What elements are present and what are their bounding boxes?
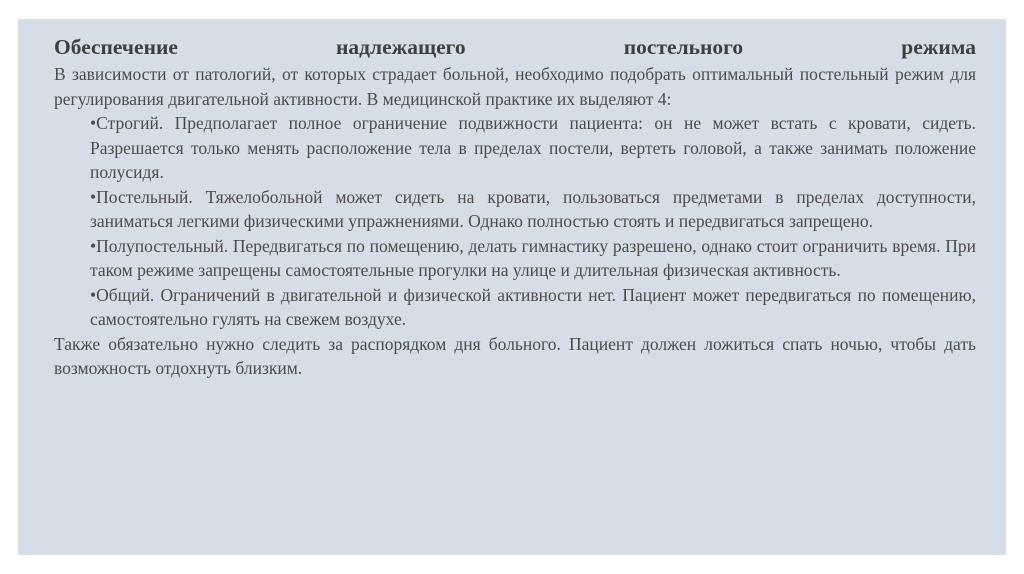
list-item-general <box>90 283 976 332</box>
list-item-strict <box>90 111 976 185</box>
slide-panel <box>18 19 1006 555</box>
regime-list <box>54 111 976 332</box>
title-word-2: надлежащего <box>336 35 466 59</box>
list-item-semi-bed <box>90 234 976 283</box>
bullet-mark: • <box>90 186 97 207</box>
bullet-mark: • <box>90 235 97 256</box>
title-word-4: режима <box>901 35 976 59</box>
bullet-mark: • <box>90 113 97 133</box>
title-word-1: Обеспечение <box>54 35 178 59</box>
list-item-text: Строгий. Предполагает полное ограничение подвижности пациента: он не может встать с кровати, сидеть. Разрешается только менять расположение тела в пределах постели, вертеть головой, а также занимать положение полусидя. <box>90 113 976 182</box>
list-item-text: Общий. Ограничений в двигательной и физической активности нет. Пациент может передвигаться по помещению, самостоятельно гулять на свежем воздухе. <box>90 284 976 329</box>
bullet-mark: • <box>90 284 97 305</box>
closing-paragraph: Также обязательно нужно следить за распорядком дня больного. Пациент должен ложиться спать ночью, чтобы дать возможность отдохнуть близким. <box>54 333 976 378</box>
list-item-text: Постельный. Тяжелобольной может сидеть на кровати, пользоваться предметами в пределах доступности, заниматься легкими физическими упражнениями. Однако полностью стоять и передвигаться запрещено. <box>90 186 976 231</box>
list-item-bed <box>90 185 976 234</box>
list-item-text: Полупостельный. Передвигаться по помещению, делать гимнастику разрешено, однако стоит ограничить время. При таком режиме запрещены самостоятельные прогулки на улице и длительная физическая активность. <box>90 235 976 280</box>
title-word-3: постельного <box>623 35 744 59</box>
intro-paragraph: В зависимости от патологий, от которых страдает больной, необходимо подобрать оптимальный постельный режим для регулирования двигательной активности. В медицинской практике их выделяют 4: <box>54 64 976 109</box>
slide-title <box>54 35 976 59</box>
slide-content <box>54 35 976 381</box>
